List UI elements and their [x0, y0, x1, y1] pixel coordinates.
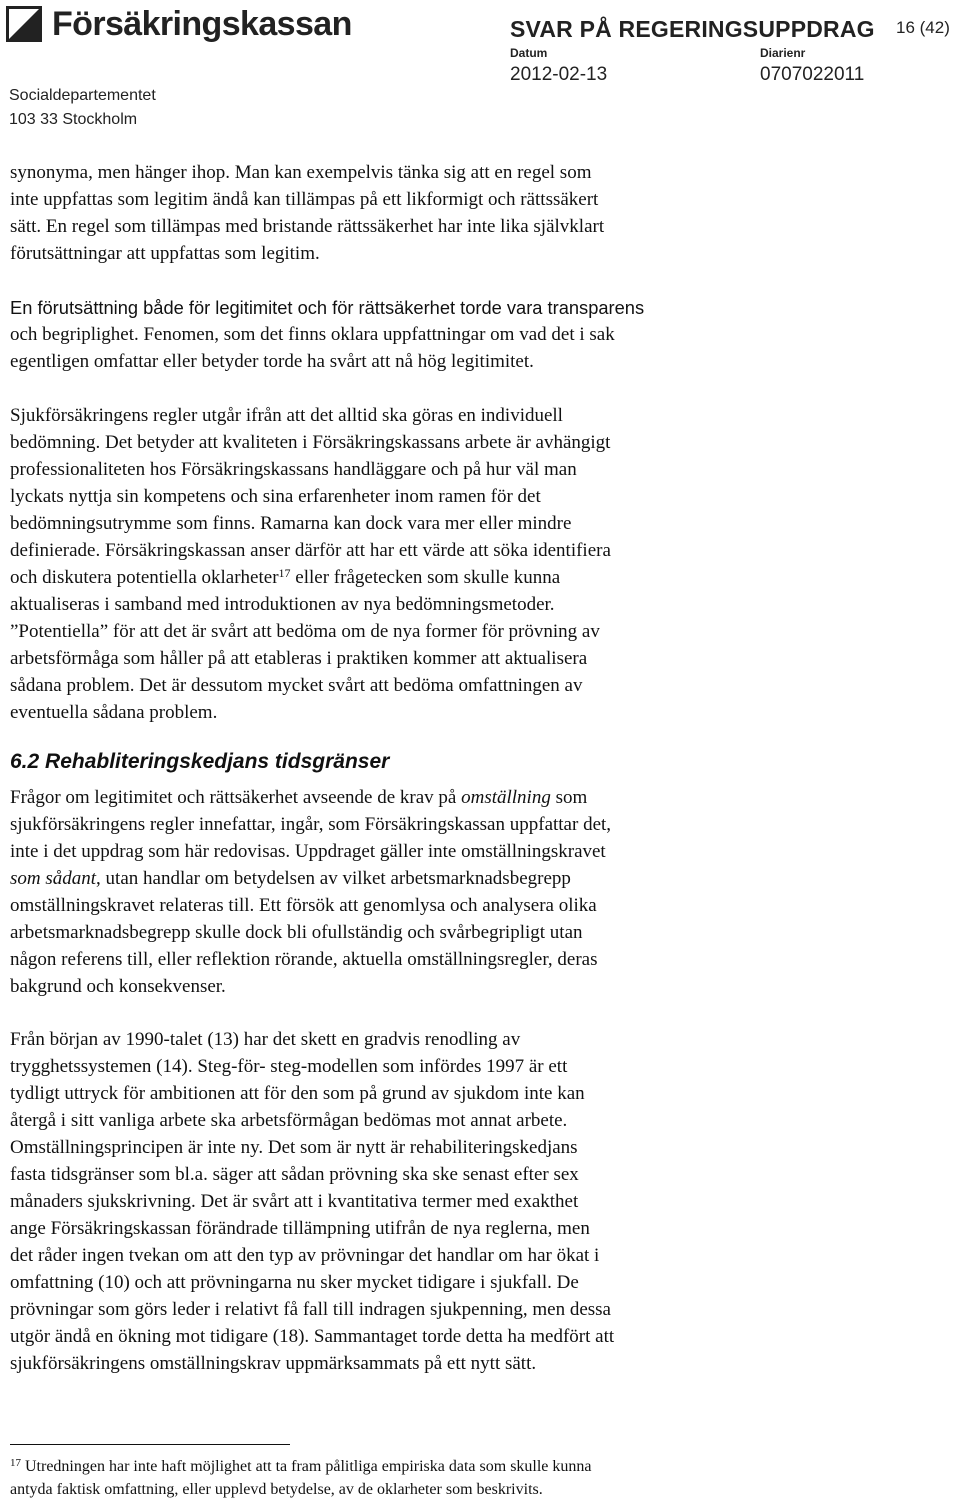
text-line: prövningar som görs leder i relativt få fall till indragen sjukpenning, men dessa [10, 1299, 611, 1320]
section-heading: 6.2 Rehabliteringskedjans tidsgränser [10, 750, 390, 773]
text-line: sätt. En regel som tillämpas med bristande rättssäkerhet har inte lika självklart [10, 216, 605, 237]
text-line: månaders sjukskrivning. Det är svårt att i kvantitativa termer med exakthet [10, 1191, 579, 1212]
text-line: återgå i sitt vanliga arbete ska arbetsförmågan bedömas mot annat arbete. [10, 1110, 568, 1131]
text-line: aktualiseras i samband med introduktionen av nya bedömningsmetoder. [10, 594, 555, 615]
diarienr-label: Diarienr [760, 46, 806, 60]
text-line: Från början av 1990-talet (13) har det skett en gradvis renodling av [10, 1029, 521, 1050]
emphasis-text: som sådant [10, 868, 97, 889]
text-line: bedömning. Det betyder att kvaliteten i Försäkringskassans arbete är avhängigt [10, 432, 611, 453]
footnote [10, 1455, 940, 1501]
text-line: inte uppfattas som legitim ändå kan tillämpas på ett likformigt och rättssäkert [10, 189, 599, 210]
text-line: fasta tidsgränser som bl.a. säger att sådan prövning ska ske senast efter sex [10, 1164, 579, 1185]
footnote-ref: 17 [278, 566, 291, 580]
text-line: ”Potentiella” för att det är svårt att bedöma om de nya former för prövning av [10, 621, 600, 642]
text-line: trygghetssystemen (14). Steg-för- steg-modellen som infördes 1997 är ett [10, 1056, 568, 1077]
text-line: professionaliteten hos Försäkringskassans handläggare och på hur väl man [10, 459, 577, 480]
text-line: det råder ingen tvekan om att den typ av prövningar det handlar om har ökat i [10, 1245, 600, 1266]
text-line: egentligen omfattar eller betyder torde ha svårt att nå hög legitimitet. [10, 351, 534, 372]
text-line: definierade. Försäkringskassan anser därför att har ett värde att söka identifiera [10, 540, 611, 561]
text-line: omställningskravet relateras till. Ett försök att genomlysa och analysera olika [10, 895, 597, 916]
text-line: lyckats nyttja sin kompetens och sina erfarenheter inom ramen för det [10, 486, 541, 507]
text-span: Frågor om legitimitet och rättsäkerhet avseende de krav på [10, 787, 462, 808]
text-line [10, 784, 945, 811]
paragraph [10, 1026, 945, 1377]
text-line: tydligt uttryck för ambitionen att för den som på grund av sjukdom inte kan [10, 1083, 585, 1104]
text-line: omfattning (10) och att prövningarna nu sker mycket tidigare i sjukfall. De [10, 1272, 579, 1293]
text-line: bakgrund och konsekvenser. [10, 976, 226, 997]
text-line: bedömningsutrymme som finns. Ramarna kan dock vara mer eller mindre [10, 513, 572, 534]
text-span: som [550, 787, 588, 808]
paragraph [10, 402, 945, 726]
text-span: och diskutera potentiella oklarheter [10, 567, 279, 588]
emphasis-text: omställning [461, 787, 551, 808]
document-title: SVAR PÅ REGERINGSUPPDRAG [510, 16, 875, 42]
recipient-line: Socialdepartementet [9, 87, 156, 104]
footnote-line [10, 1455, 940, 1478]
org-logo [6, 4, 352, 44]
logo-mark-icon [6, 6, 42, 42]
recipient-line: 103 33 Stockholm [9, 111, 138, 128]
text-span: eller frågetecken som skulle kunna [290, 567, 561, 588]
text-line: inte i det uppdrag som här redovisas. Uppdraget gäller inte omställningskravet [10, 841, 606, 862]
text-line: arbetsförmåga som håller på att etableras i praktiken kommer att aktualisera [10, 648, 588, 669]
text-line: förutsättningar att uppfattas som legitim. [10, 243, 320, 264]
text-line: och begriplighet. Fenomen, som det finns oklara uppfattningar om vad det i sak [10, 324, 615, 345]
text-line: arbetsmarknadsbegrepp skulle dock bli ofullständig och svårbegripligt utan [10, 922, 583, 943]
text-line: någon referens till, eller reflektion rörande, aktuella omställningsregler, deras [10, 949, 598, 970]
text-line: Sjukförsäkringens regler utgår ifrån att det alltid ska göras en individuell [10, 405, 563, 426]
text-line: sådana problem. Det är dessutom mycket svårt att bedöma omfattningen av [10, 675, 583, 696]
text-line [10, 865, 945, 892]
paragraph [10, 159, 945, 267]
footnote-line: antyda faktisk omfattning, eller upplevd betydelse, av de oklarheter som beskrivits. [10, 1481, 543, 1498]
text-span: Utredningen har inte haft möjlighet att ta fram pålitliga empiriska data som skulle kunna [21, 1458, 592, 1475]
paragraph [10, 784, 945, 1000]
page-number: 16 (42) [896, 18, 950, 37]
text-line: synonyma, men hänger ihop. Man kan exempelvis tänka sig att en regel som [10, 162, 592, 183]
text-line: Omställningsprincipen är inte ny. Det som är nytt är rehabiliteringskedjans [10, 1137, 578, 1158]
text-line: sjukförsäkringens omställningskrav uppmärksammats på ett nytt sätt. [10, 1353, 537, 1374]
diarienr-value: 0707022011 [760, 64, 865, 85]
footnote-number: 17 [10, 1457, 21, 1469]
org-name: Försäkringskassan [52, 4, 352, 43]
text-line: utgör ändå en ökning mot tidigare (18). Sammantaget torde detta ha medfört att [10, 1326, 615, 1347]
text-line: sjukförsäkringens regler innefattar, ingår, som Försäkringskassan uppfattar det, [10, 814, 612, 835]
footnote-divider [10, 1444, 290, 1445]
text-line: eventuella sådana problem. [10, 702, 218, 723]
date-value: 2012-02-13 [510, 64, 608, 85]
text-line [10, 564, 945, 591]
date-label: Datum [510, 46, 548, 60]
paragraph [10, 294, 945, 375]
text-line: En förutsättning både för legitimitet och för rättsäkerhet torde vara transparens [10, 297, 645, 318]
text-line: ange Försäkringskassan förändrade tillämpning utifrån de nya reglerna, men [10, 1218, 590, 1239]
text-span: , utan handlar om betydelsen av vilket arbetsmarknadsbegrepp [96, 868, 571, 889]
